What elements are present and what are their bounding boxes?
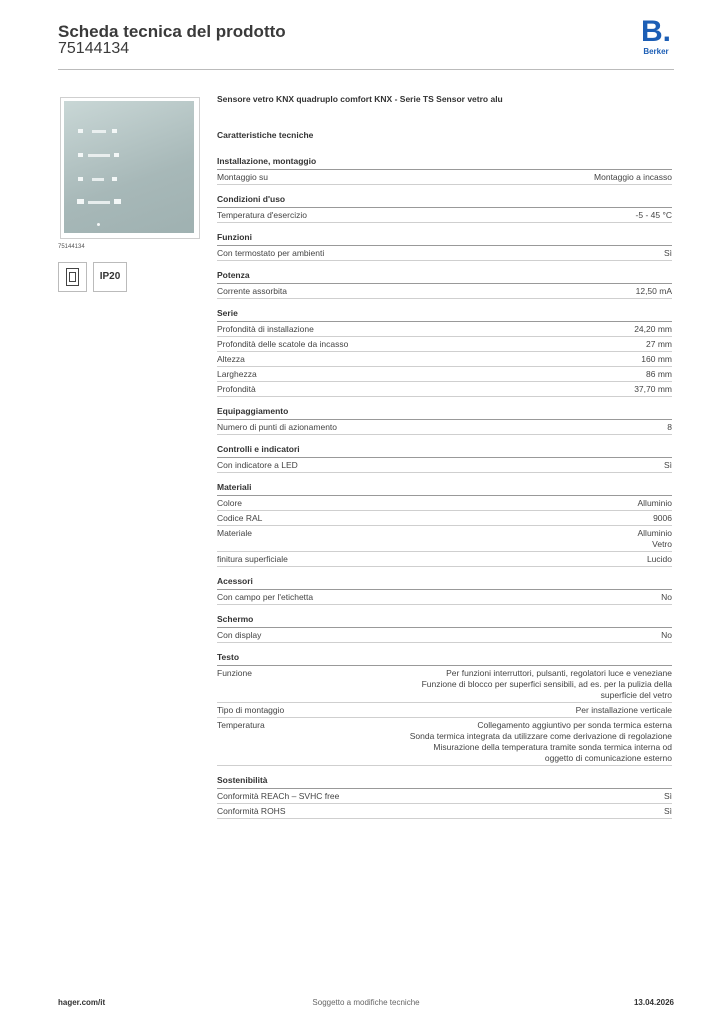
spec-row [217, 170, 672, 185]
spec-section [217, 406, 672, 435]
spec-row [217, 382, 672, 397]
spec-value: Alluminio Vetro [637, 528, 672, 549]
product-name: Sensore vetro KNX quadruplo comfort KNX - Serie TS Sensor vetro alu [217, 94, 503, 104]
spec-row [217, 420, 672, 435]
spec-row [217, 352, 672, 367]
spec-section [217, 444, 672, 473]
spec-value: No [661, 630, 672, 640]
key-symbol [114, 153, 119, 157]
key-label-line [92, 130, 106, 133]
spec-row [217, 322, 672, 337]
spec-label: finitura superficiale [217, 554, 288, 564]
spec-label: Larghezza [217, 369, 257, 379]
spec-row [217, 789, 672, 804]
spec-label: Profondità delle scatole da incasso [217, 339, 349, 349]
section-title: Controlli e indicatori [217, 444, 672, 458]
spec-label: Colore [217, 498, 243, 508]
spec-label: Funzione [217, 668, 252, 678]
spec-value: Sì [663, 248, 672, 258]
logo-letter: B. [641, 15, 671, 48]
spec-label: Con termostato per ambienti [217, 248, 325, 258]
section-title: Potenza [217, 270, 672, 284]
spec-value: 24,20 mm [634, 324, 672, 334]
spec-value: Montaggio a incasso [594, 172, 672, 182]
spec-value: 37,70 mm [634, 384, 672, 394]
section-title: Funzioni [217, 232, 672, 246]
ip-rating-badge [93, 262, 127, 292]
specs-heading: Caratteristiche tecniche [217, 130, 314, 140]
spec-row [217, 496, 672, 511]
section-title: Acessori [217, 576, 672, 590]
berker-logo [638, 15, 674, 56]
spec-row [217, 666, 672, 703]
spec-section [217, 576, 672, 605]
led-indicator [97, 223, 100, 226]
key-symbol [78, 129, 83, 133]
spec-value: 12,50 mA [635, 286, 672, 296]
footer-website: hager.com/it [58, 998, 106, 1007]
spec-label: Numero di punti di azionamento [217, 422, 338, 432]
spec-section [217, 232, 672, 261]
spec-label: Tipo di montaggio [217, 705, 285, 715]
key-label-line [88, 201, 110, 204]
key-symbol [78, 153, 83, 157]
spec-row [217, 208, 672, 223]
section-title: Materiali [217, 482, 672, 496]
spec-label: Con campo per l'etichetta [217, 592, 314, 602]
spec-section [217, 775, 672, 819]
spec-row [217, 628, 672, 643]
spec-label: Materiale [217, 528, 252, 538]
spec-value: Per funzioni interruttori, pulsanti, regolatori luce e veneziane Funzione di blocco per superfici sensibili, ad es. per la pulizia della superficie del vetro [421, 668, 672, 700]
spec-value: 8 [667, 422, 672, 432]
spec-row [217, 246, 672, 261]
spec-value: Sì [663, 791, 672, 801]
spec-row [217, 718, 672, 766]
spec-row [217, 284, 672, 299]
spec-label: Conformità REACh – SVHC free [217, 791, 340, 801]
spec-label: Corrente assorbita [217, 286, 287, 296]
section-title: Condizioni d'uso [217, 194, 672, 208]
spec-label: Profondità [217, 384, 256, 394]
ip-rating-label: IP20 [99, 271, 121, 282]
spec-value: 9006 [653, 513, 672, 523]
product-code: 75144134 [58, 40, 130, 57]
spec-label: Conformità ROHS [217, 806, 286, 816]
spec-label: Temperatura d'esercizio [217, 210, 307, 220]
spec-label: Con indicatore a LED [217, 460, 298, 470]
spec-section [217, 614, 672, 643]
key-symbol [112, 177, 117, 181]
spec-row [217, 590, 672, 605]
spec-row [217, 367, 672, 382]
logo-text: Berker [643, 47, 669, 56]
spec-value: No [661, 592, 672, 602]
header-divider [58, 69, 674, 70]
page-title: Scheda tecnica del prodotto [58, 22, 286, 41]
section-title: Serie [217, 308, 672, 322]
spec-section [217, 270, 672, 299]
spec-section [217, 156, 672, 185]
spec-value: Collegamento aggiuntivo per sonda termica esterna Sonda termica integrata da utilizzare come derivazione di regolazione Misurazione della temperatura tramite sonda termica interna od oggetto di comunicazione esterno [409, 720, 672, 763]
spec-value: 27 mm [646, 339, 672, 349]
spec-value: -5 - 45 °C [635, 210, 672, 220]
spec-label: Profondità di installazione [217, 324, 314, 334]
spec-label: Montaggio su [217, 172, 269, 182]
spec-value: 86 mm [646, 369, 672, 379]
product-image [60, 97, 200, 239]
spec-value: Per installazione verticale [575, 705, 672, 715]
spec-content [217, 94, 672, 828]
key-label-line [88, 154, 110, 157]
spec-value: 160 mm [641, 354, 672, 364]
flush-mount-icon [66, 268, 79, 286]
spec-value: Sì [663, 806, 672, 816]
spec-sections [217, 156, 672, 819]
flush-mount-badge [58, 262, 87, 292]
key-symbol [114, 199, 121, 204]
section-title: Schermo [217, 614, 672, 628]
spec-row [217, 511, 672, 526]
page-header [58, 15, 674, 70]
section-title: Testo [217, 652, 672, 666]
spec-row [217, 804, 672, 819]
spec-section [217, 652, 672, 766]
spec-row [217, 526, 672, 552]
section-title: Installazione, montaggio [217, 156, 672, 170]
spec-section [217, 308, 672, 397]
spec-row [217, 458, 672, 473]
spec-section [217, 194, 672, 223]
image-caption: 75144134 [58, 244, 85, 250]
spec-value: Sì [663, 460, 672, 470]
key-symbol [78, 177, 83, 181]
spec-row [217, 552, 672, 567]
footer-date: 13.04.2026 [633, 998, 674, 1007]
spec-label: Con display [217, 630, 262, 640]
spec-row [217, 337, 672, 352]
key-symbol [112, 129, 117, 133]
spec-section [217, 482, 672, 567]
spec-label: Temperatura [217, 720, 265, 730]
spec-label: Codice RAL [217, 513, 263, 523]
spec-value: Lucido [646, 554, 672, 564]
section-title: Equipaggiamento [217, 406, 672, 420]
spec-row [217, 703, 672, 718]
spec-label: Altezza [217, 354, 245, 364]
section-title: Sostenibilità [217, 775, 672, 789]
footer-note: Soggetto a modifiche tecniche [312, 998, 420, 1007]
glass-sensor-panel [64, 101, 194, 233]
key-symbol [77, 199, 84, 204]
spec-value: Alluminio [637, 498, 672, 508]
key-label-line [92, 178, 104, 181]
